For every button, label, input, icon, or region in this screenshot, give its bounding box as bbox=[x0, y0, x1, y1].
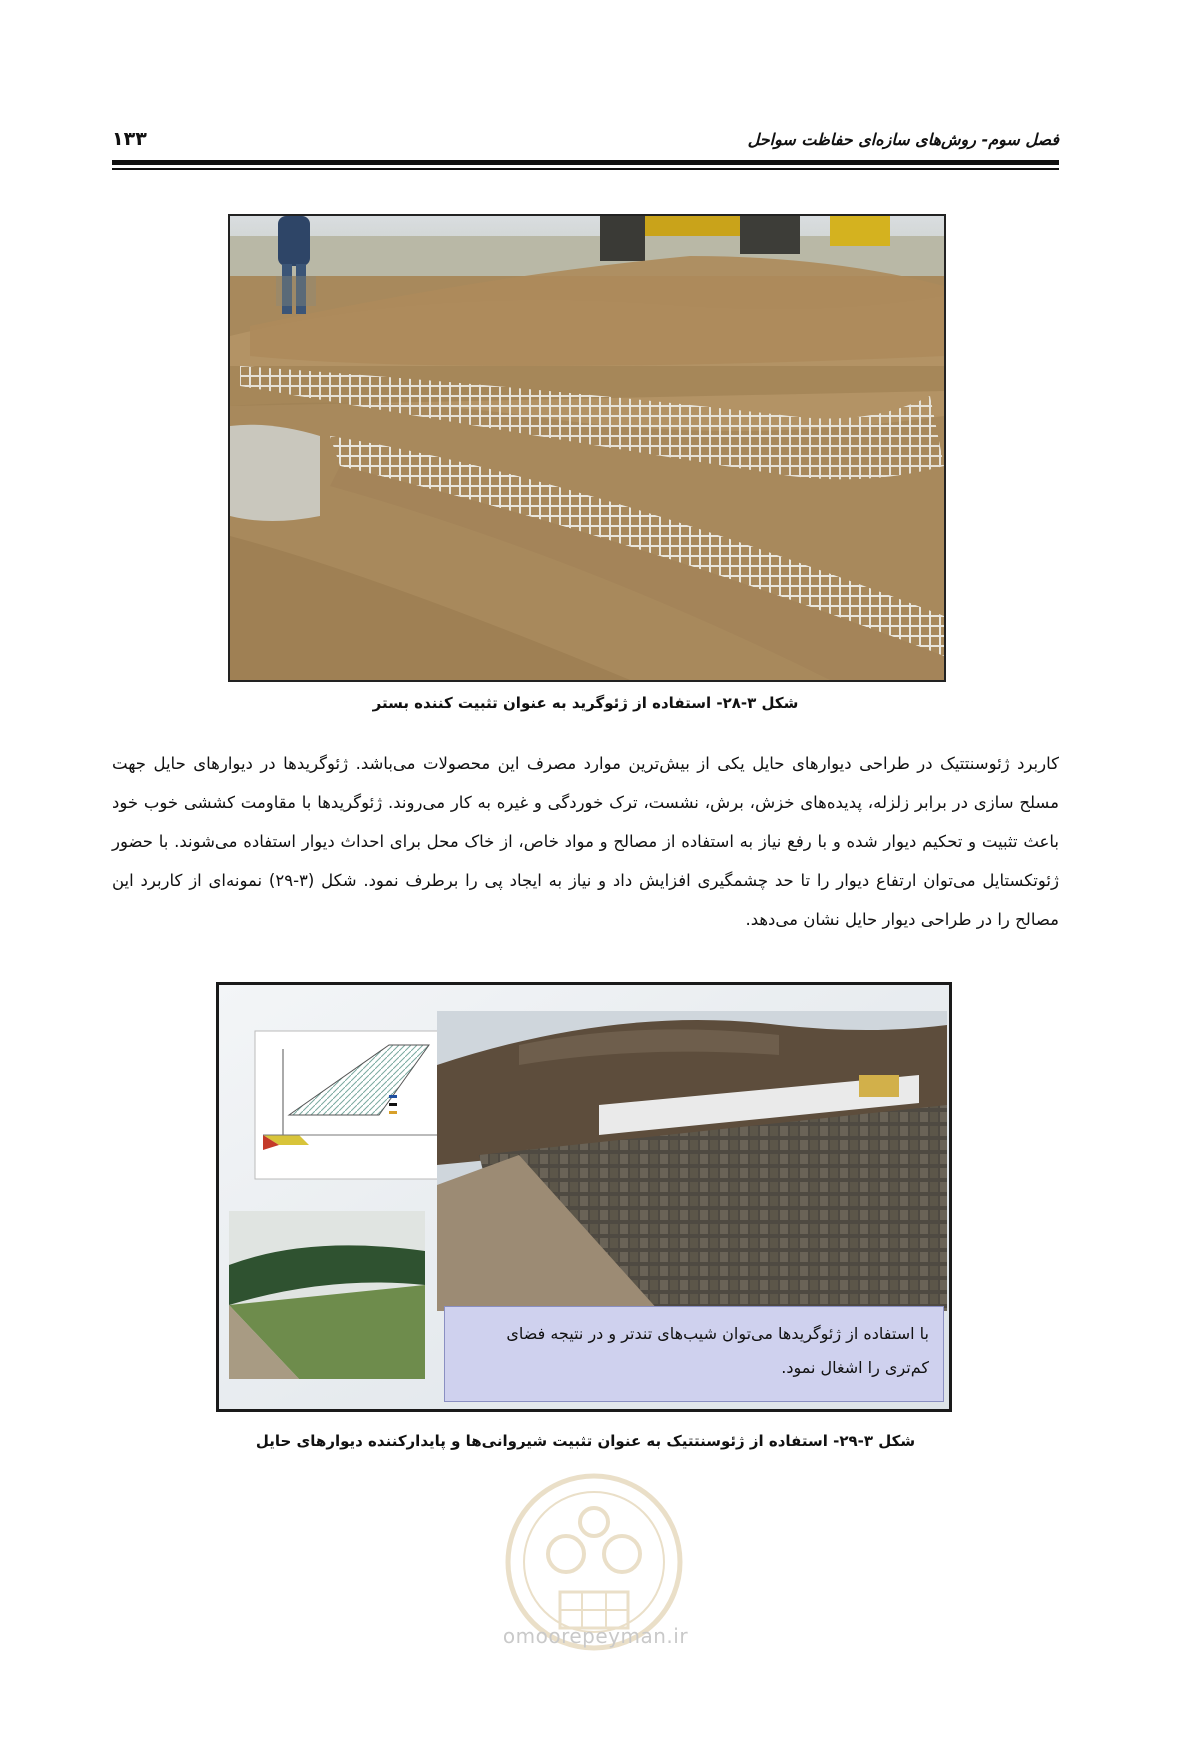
header-rule-thick bbox=[112, 160, 1059, 165]
figure-28-caption: شکل ۳-۲۸- استفاده از ژئوگرید به عنوان تثبیت کننده بستر bbox=[372, 694, 799, 712]
watermark-url: omoorepeyman.ir bbox=[502, 1624, 689, 1648]
slope-diagram bbox=[255, 1031, 451, 1179]
geogrid-bed-photo bbox=[228, 214, 946, 682]
publisher-seal-icon bbox=[474, 1462, 714, 1742]
chapter-title: فصل سوم- روش‌های سازه‌ای حفاظت سواحل bbox=[747, 130, 1059, 149]
header-rule-thin bbox=[112, 168, 1059, 170]
page-number: ۱۳۳ bbox=[112, 128, 147, 150]
figure-29-callout: با استفاده از ژئوگریدها می‌توان شیب‌های تندتر و در نتیجه فضای کم‌تری را اشغال نمود. bbox=[444, 1306, 944, 1402]
wall-construction-photo bbox=[437, 1011, 947, 1311]
body-paragraph: کاربرد ژئوسنتتیک در طراحی دیوارهای حایل یکی از بیش‌ترین موارد مصرف این محصولات می‌باشد. ژئوگریدها در دیوارهای حایل جهت مسلح سازی در برابر زلزله، پدیده‌های خزش، برش، نشست، ترک خوردگی و غیره به کار می‌روند. ژئوگریدها با مقاومت کششی خوب خود باعث تثبیت و تحکیم دیوار شده و با رفع نیاز به استفاده از مصالح و مواد خاص، از خاک محل برای احداث دیوار استفاده می‌شوند. با حضور ژئوتکستایل می‌توان ارتفاع دیوار را تا حد چشمگیری افزایش داد و نیاز به ایجاد پی را برطرف نمود. شکل (۳-۲۹) نمونه‌ای از کاربرد این مصالح را در طراحی دیوار حایل نشان می‌دهد. bbox=[112, 754, 1059, 929]
green-slope-photo bbox=[229, 1211, 425, 1379]
figure-29-caption: شکل ۳-۲۹- استفاده از ژئوسنتتیک به عنوان تثبیت شیروانی‌ها و پایدارکننده دیوارهای حایل bbox=[255, 1432, 916, 1450]
